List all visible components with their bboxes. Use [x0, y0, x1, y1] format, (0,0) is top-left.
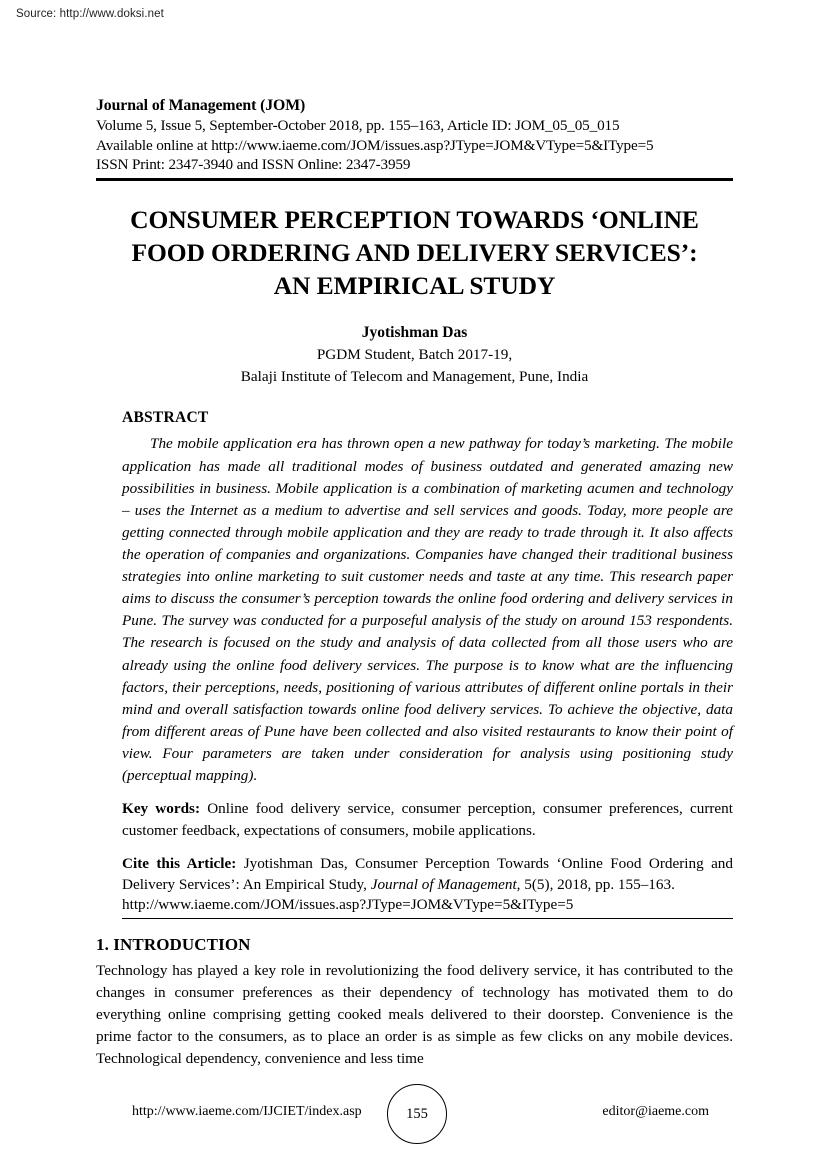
footer-email[interactable]: editor@iaeme.com [602, 1104, 709, 1119]
journal-available-online-line: Available online at http://www.iaeme.com/JOM/issues.asp?JType=JOM&VType=5&IType=5 [96, 136, 654, 154]
page-title-line-3: AN EMPIRICAL STUDY [273, 271, 556, 301]
source-watermark: Source: http://www.doksi.net [16, 8, 164, 20]
introduction-paragraph: Technology has played a key role in revolutionizing the food delivery service, it has contributed to the changes in consumer preferences as their dependency of technology has motivated them to do everything online comprising getting cooked meals delivered to their doorstep. Convenience is the prime factor to the consumers, as to place an order is as simple as few clicks on any mobile devices. Technological dependency, convenience and less time [96, 962, 733, 1067]
journal-masthead [96, 96, 733, 175]
citation-label: Cite this Article: [122, 854, 237, 872]
citation-journal-name: Journal of Management [370, 876, 517, 894]
author-affiliation-line-2: Balaji Institute of Telecom and Management, Pune, India [240, 367, 589, 385]
keywords-block [122, 798, 733, 841]
page-footer [96, 1093, 733, 1135]
journal-name: Journal of Management (JOM) [96, 97, 306, 114]
abstract-heading: ABSTRACT [122, 409, 209, 427]
page-title-line-1: CONSUMER PERCEPTION TOWARDS ‘ONLINE [130, 204, 699, 234]
document-content [96, 96, 733, 1069]
citation-text-after: , 5(5), 2018, pp. 155–163. [516, 876, 675, 894]
abstract-text: The mobile application era has thrown open a new pathway for today’s marketing. The mobile application has made all traditional modes of business outdated and generated amazing new possibilities in business. Mobile application is a combination of marketing acumen and technology – uses the Internet as a medium to advertise and sell services and goods. Today, more people are getting connected through mobile application and they are ready to trade through it. It also affects the operation of companies and organizations. Companies have changed their traditional business strategies into online marketing to suit customer needs and taste at any time. This research paper aims to discuss the consumer’s perception towards the online food ordering and delivery services in Pune. The survey was conducted for a purposeful analysis of the study on around 153 respondents. The research is focused on the study and analysis of data collected from all those users who are already using the online food delivery services. The purpose is to know what are the influencing factors, their perceptions, needs, positioning of various attributes of different online portals in their mind and overall satisfaction towards online food delivery services. To achieve the objective, data from different areas of Pune have been collected and also visited restaurants to know their point of view. Four parameters are taken under consideration for analysis using positioning study (perceptual mapping). [122, 435, 733, 785]
keywords-text: Online food delivery service, consumer perception, consumer preferences, current customer feedback, expectations of consumers, mobile applications. [122, 800, 733, 839]
citation-block [122, 853, 733, 896]
masthead-divider [96, 178, 733, 181]
citation-divider [122, 918, 733, 919]
journal-issn-line: ISSN Print: 2347-3940 and ISSN Online: 2347-3959 [96, 156, 411, 174]
page-title-line-2: FOOD ORDERING AND DELIVERY SERVICES’: [131, 238, 698, 268]
citation-url[interactable]: http://www.iaeme.com/JOM/issues.asp?JType=JOM&VType=5&IType=5 [122, 896, 574, 914]
footer-url[interactable]: http://www.iaeme.com/IJCIET/index.asp [132, 1104, 362, 1119]
citation-text-before: Jyotishman Das, Consumer Perception Towards ‘Online Food Ordering and Delivery Services’: An Empirical Study, [122, 854, 733, 894]
author-name: Jyotishman Das [361, 324, 468, 342]
author-affiliation-line-1: PGDM Student, Batch 2017-19, [316, 346, 513, 364]
journal-volume-line: Volume 5, Issue 5, September-October 2018, pp. 155–163, Article ID: JOM_05_05_015 [96, 117, 620, 135]
abstract-section [122, 409, 733, 919]
page-number-badge: 155 [387, 1084, 447, 1144]
author-block [96, 322, 733, 387]
page-title [96, 203, 733, 302]
keywords-label: Key words: [122, 800, 201, 818]
section-heading-introduction: 1. INTRODUCTION [96, 935, 251, 955]
